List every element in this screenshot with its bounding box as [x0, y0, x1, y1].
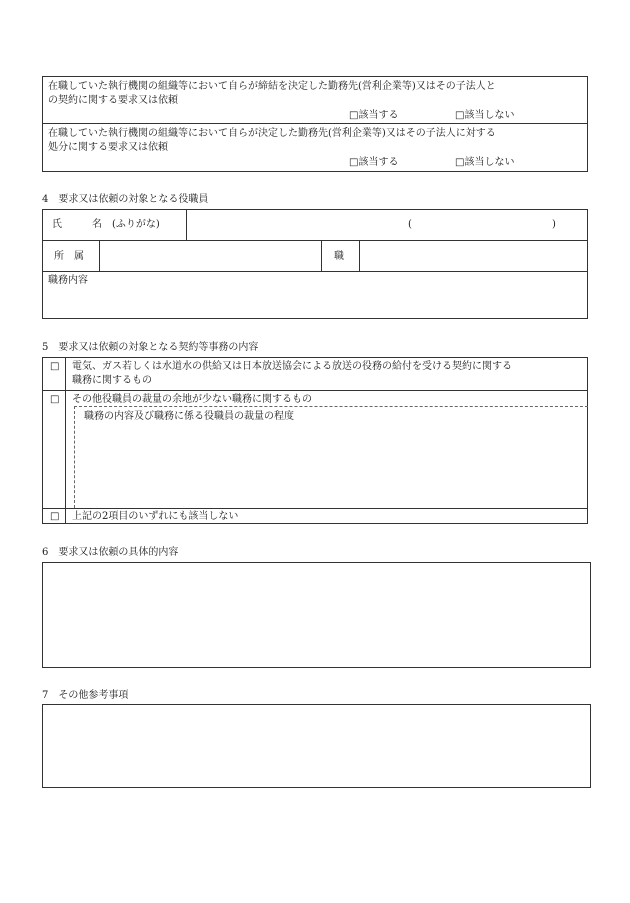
position-input-field[interactable]	[361, 242, 586, 269]
name-label: 氏 名 (ふりがな)	[52, 219, 160, 230]
section5-divider-1	[42, 390, 588, 391]
section5-item2-sub-top-border	[74, 406, 588, 407]
section3-row1-text-line1: 在職していた執行機関の組織等において自らが締結を決定した勤務先(営利企業等)又はその子法人と	[48, 81, 496, 92]
section5-item3-checkbox[interactable]: □	[50, 511, 60, 522]
section5-item1-checkbox[interactable]: □	[50, 361, 60, 372]
section3-row2-text-line2: 処分に関する要求又は依頼	[48, 142, 168, 153]
section3-row2-no-checkbox[interactable]: □該当しない	[455, 157, 515, 168]
section3-row1-yes-checkbox[interactable]: □該当する	[349, 110, 399, 121]
duties-input-field[interactable]	[44, 288, 586, 317]
section3-row2-yes-checkbox[interactable]: □該当する	[349, 157, 399, 168]
section3-row2-text-line1: 在職していた執行機関の組織等において自らが決定した勤務先(営利企業等)又はその子法人に対する	[48, 128, 496, 139]
section3-row1-no-checkbox[interactable]: □該当しない	[455, 110, 515, 121]
section4-divider-1	[42, 240, 588, 241]
section5-item2-sub-left-border	[74, 406, 75, 508]
section7-content-box[interactable]	[42, 704, 591, 788]
name-paren-close: )	[552, 219, 556, 230]
section5-item3-label: 上記の2項目のいずれにも該当しない	[72, 511, 239, 522]
section5-item1-line2: 職務に関するもの	[72, 375, 152, 386]
section3-row1-text-line2: の契約に関する要求又は依頼	[48, 95, 178, 106]
section4-position-divider-left	[321, 240, 322, 271]
section4-position-divider-right	[359, 240, 360, 271]
section5-item2-detail-field[interactable]	[76, 424, 586, 506]
duties-label: 職務内容	[48, 275, 88, 286]
section5-item2-sub-label: 職務の内容及び職務に係る役職員の裁量の程度	[84, 411, 294, 422]
section5-item2-checkbox[interactable]: □	[50, 394, 60, 405]
affiliation-label: 所 属	[54, 251, 84, 262]
section5-checkbox-column-divider	[65, 357, 66, 524]
section4-heading: 4 要求又は依頼の対象となる役職員	[42, 194, 209, 205]
section5-item2-label: その他役職員の裁量の余地が少ない職務に関するもの	[72, 394, 312, 405]
section4-divider-2	[42, 271, 588, 272]
section6-heading: 6 要求又は依頼の具体的内容	[42, 547, 179, 558]
section5-item1-line1: 電気、ガス若しくは水道水の供給又は日本放送協会による放送の役務の給付を受ける契約に関する	[72, 361, 512, 372]
position-label: 職	[334, 251, 344, 262]
section3-row-divider	[42, 123, 588, 124]
section5-heading: 5 要求又は依頼の対象となる契約等事務の内容	[42, 342, 259, 353]
name-input-field[interactable]	[188, 211, 586, 238]
section4-name-divider	[186, 209, 187, 240]
affiliation-input-field[interactable]	[101, 242, 319, 269]
section4-affiliation-divider	[99, 240, 100, 271]
name-paren-open: (	[408, 219, 412, 230]
section5-divider-2	[42, 508, 588, 509]
section6-content-box[interactable]	[42, 562, 591, 668]
section7-heading: 7 その他参考事項	[42, 690, 129, 701]
